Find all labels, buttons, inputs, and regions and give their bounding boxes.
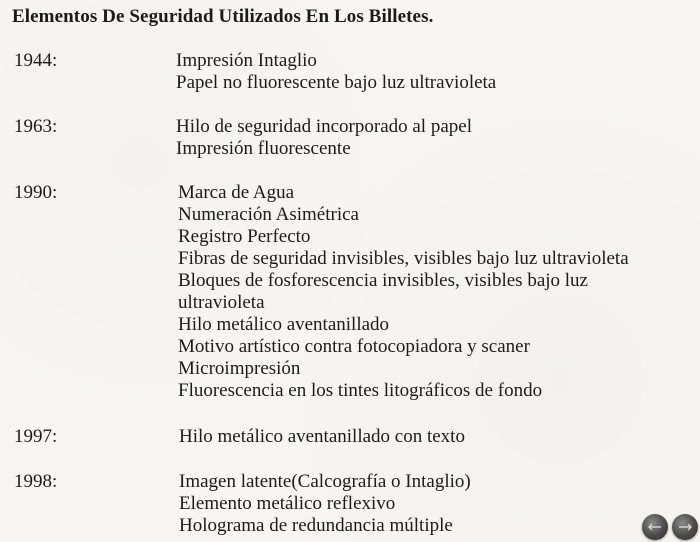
list-item: ultravioleta — [178, 292, 265, 313]
entry-items — [178, 182, 698, 402]
list-item: Holograma de redundancia múltiple — [179, 515, 453, 536]
entry-items — [179, 471, 699, 537]
list-item: Microimpresión — [178, 358, 301, 379]
list-item: Fluorescencia en los tintes litográficos de fondo — [178, 380, 543, 401]
list-item: Numeración Asimétrica — [178, 204, 359, 225]
list-item: Bloques de fosforescencia invisibles, visibles bajo luz — [178, 270, 588, 291]
list-item: Elemento metálico reflexivo — [179, 493, 396, 514]
entry-items — [176, 50, 696, 94]
list-item: Papel no fluorescente bajo luz ultravioleta — [176, 72, 497, 93]
entry-year: 1998: — [14, 471, 58, 492]
chevron-left-icon — [648, 523, 662, 531]
list-item: Motivo artístico contra fotocopiadora y scaner — [178, 336, 530, 357]
chevron-right-icon — [678, 523, 692, 531]
list-item: Hilo de seguridad incorporado al papel — [176, 116, 472, 137]
document-title: Elementos De Seguridad Utilizados En Los Billetes. — [12, 6, 434, 27]
list-item: Marca de Agua — [178, 182, 295, 203]
entry-items — [176, 116, 696, 160]
list-item: Hilo metálico aventanillado — [178, 314, 390, 335]
entry-year: 1963: — [14, 116, 58, 137]
page-navigation — [642, 514, 698, 540]
next-page-button[interactable] — [672, 514, 698, 540]
entry-year: 1944: — [14, 50, 58, 71]
previous-page-button[interactable] — [642, 514, 668, 540]
list-item: Hilo metálico aventanillado con texto — [179, 426, 465, 447]
list-item: Imagen latente(Calcografía o Intaglio) — [179, 471, 471, 492]
entry-year: 1997: — [14, 426, 58, 447]
list-item: Impresión fluorescente — [176, 138, 351, 159]
list-item: Fibras de seguridad invisibles, visibles bajo luz ultravioleta — [178, 248, 629, 269]
entry-year: 1990: — [14, 182, 58, 203]
list-item: Registro Perfecto — [178, 226, 311, 247]
entry-items — [179, 426, 699, 448]
list-item: Impresión Intaglio — [176, 50, 317, 71]
